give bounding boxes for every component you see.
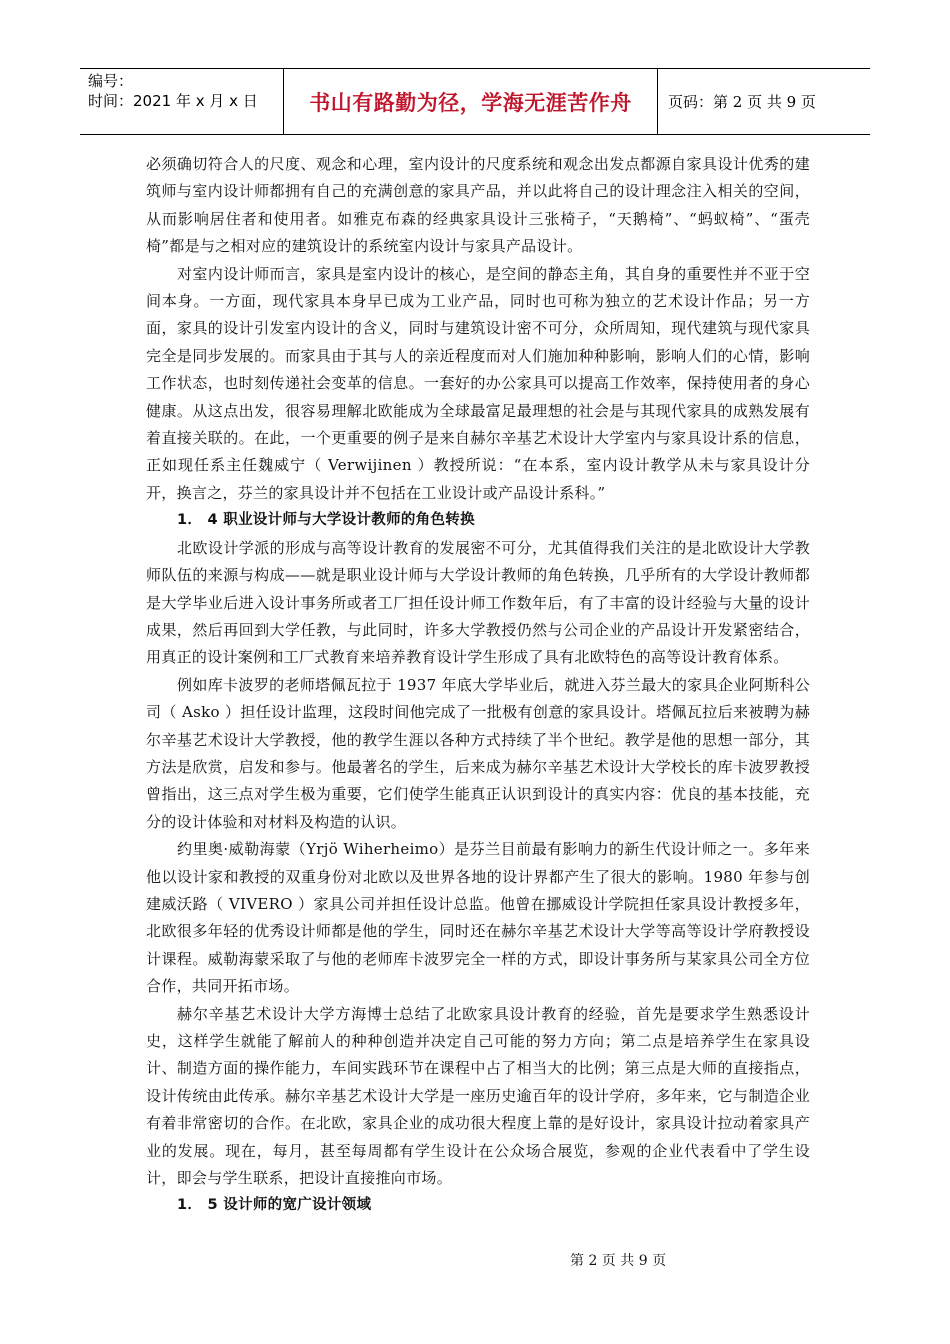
section-heading: 1． 5 设计师的宽广设计领域	[177, 1197, 372, 1214]
body-paragraph: 例如库卡波罗的老师塔佩瓦拉于 1937 年底大学毕业后，就进入芬兰最大的家具企业阿斯科公司（ Asko ）担任设计监理，这段时间他完成了一批极有创意的家具设计。塔佩瓦拉后来被聘为赫尔辛基艺术设计大学教授，他的教学生涯以各种方式持续了半个世纪。教学是他的思想一部分，其方法是欣赏，启发和参与。他最著名的学生，后来成为赫尔辛基艺术设计大学校长的库卡波罗教授曾指出，这三点对学生极为重要，它们使学生能真正认识到设计的真实内容：优良的基本技能，充分的设计体验和对材料及构造的认识。	[146, 675, 810, 831]
body-paragraph: 约里奥·威勒海蒙（Yrjö Wiherheimo）是芬兰目前最有影响力的新生代设计师之一。多年来他以设计家和教授的双重身份对北欧以及世界各地的设计界都产生了很大的影响。1980 年参与创建威沃路（ VIVERO ）家具公司并担任设计总监。他曾在挪威设计学院担任家具设计教授多年，北欧很多年轻的优秀设计师都是他的学生，同时还在赫尔辛基艺术设计大学等高等设计学府教授设计课程。威勒海蒙采取了与他的老师库卡波罗完全一样的方式，即设计事务所与某家具公司全方位合作，共同开拓市场。	[146, 840, 810, 996]
body-paragraph: 必须确切符合人的尺度、观念和心理，室内设计的尺度系统和观念出发点都源自家具设计优秀的建筑师与室内设计师都拥有自己的充满创意的家具产品，并以此将自己的设计理念注入相关的空间，从而影响居住者和使用者。如雅克布森的经典家具设计三张椅子，“天鹅椅”、“蚂蚁椅”、“蛋壳椅”都是与之相对应的建筑设计的系统室内设计与家具产品设计。	[146, 155, 810, 256]
page-footer: 第 2 页 共 9 页	[570, 1253, 667, 1269]
document-number-label: 编号：	[88, 72, 134, 90]
header-meta-cell	[80, 69, 284, 134]
body-paragraph: 北欧设计学派的形成与高等设计教育的发展密不可分，尤其值得我们关注的是北欧设计大学教师队伍的来源与构成——就是职业设计师与大学设计教师的角色转换，几乎所有的大学设计教师都是大学毕业后进入设计事务所或者工厂担任设计师工作数年后，有了丰富的设计经验与大量的设计成果，然后再回到大学任教，与此同时，许多大学教授仍然与公司企业的产品设计开发紧密结合，用真正的设计案例和工厂式教育来培养教育设计学生形成了具有北欧特色的高等设计教育体系。	[146, 538, 810, 667]
document-body	[146, 151, 810, 1220]
body-paragraph: 赫尔辛基艺术设计大学方海博士总结了北欧家具设计教育的经验，首先是要求学生熟悉设计史，这样学生就能了解前人的种种创造并决定自己可能的努力方向；第二点是培养学生在家具设计、制造方面的操作能力，车间实践环节在课程中占了相当大的比例；第三点是大师的直接指点，设计传统由此传承。赫尔辛基艺术设计大学是一座历史逾百年的设计学府，多年来，它与制造企业有着非常密切的合作。在北欧，家具企业的成功很大程度上靠的是好设计，家具设计拉动着家具产业的发展。现在，每月，甚至每周都有学生设计在公众场合展览，参观的企业代表看中了学生设计，即会与学生联系，把设计直接推向市场。	[146, 1004, 810, 1188]
body-paragraph: 对室内设计师而言，家具是室内设计的核心，是空间的静态主角，其自身的重要性并不亚于空间本身。一方面，现代家具本身早已成为工业产品，同时也可称为独立的艺术设计作品；另一方面，家具的设计引发室内设计的含义，同时与建筑设计密不可分，众所周知，现代建筑与现代家具完全是同步发展的。而家具由于其与人的亲近程度而对人们施加种种影响，影响人们的心情，影响工作状态，也时刻传递社会变革的信息。一套好的办公家具可以提高工作效率，保持使用者的身心健康。从这点出发，很容易理解北欧能成为全球最富足最理想的社会是与其现代家具的成熟发展有着直接关联的。在此，一个更重要的例子是来自赫尔辛基艺术设计大学室内与家具设计系的信息，正如现任系主任魏威宁（ Verwijinen ）教授所说：“在本系，室内设计教学从未与家具设计分开，换言之，芬兰的家具设计并不包括在工业设计或产品设计系科。”	[146, 264, 810, 502]
header-page-info: 页码：第 2 页 共 9 页	[668, 93, 816, 111]
section-heading: 1． 4 职业设计师与大学设计教师的角色转换	[177, 512, 475, 529]
document-header	[80, 68, 870, 135]
header-motto: 书山有路勤为径，学海无涯苦作舟	[284, 69, 658, 134]
document-date-label: 时间：2021 年 x 月 x 日	[88, 92, 258, 110]
